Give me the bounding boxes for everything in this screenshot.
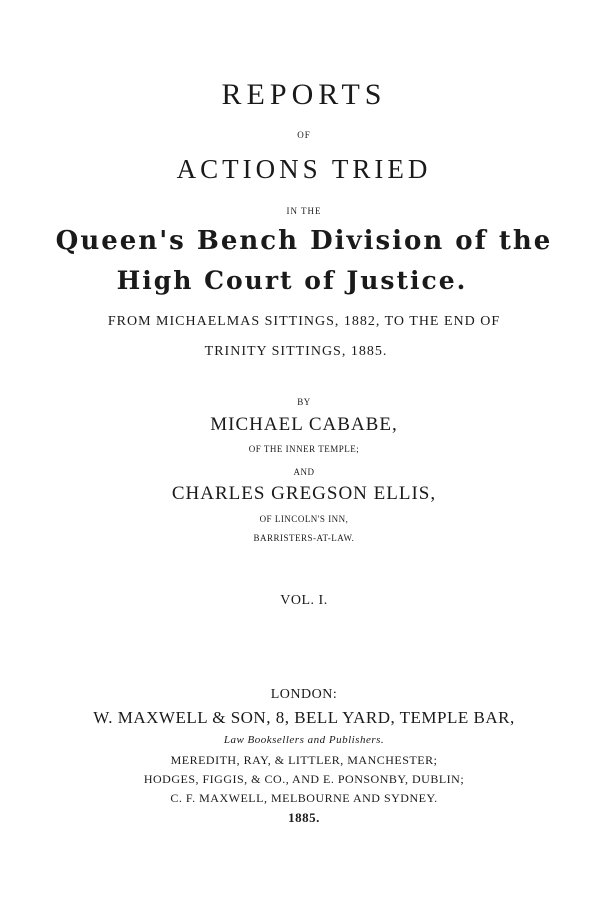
by-label: BY	[297, 397, 311, 407]
imprint-agent-2: HODGES, FIGGIS, & CO., AND E. PONSONBY, DUBLIN;	[143, 772, 465, 786]
imprint-city: LONDON:	[270, 687, 338, 702]
imprint-year: 1885.	[288, 810, 320, 825]
author2-affiliation: OF LINCOLN'S INN,	[259, 514, 349, 524]
of-label: OF	[297, 130, 311, 140]
imprint-publisher: W. MAXWELL & SON, 8, BELL YARD, TEMPLE BAR,	[93, 708, 515, 727]
actions-tried-heading: ACTIONS TRIED	[176, 154, 432, 184]
division-line-2: High Court of Justice.	[116, 266, 468, 295]
author2-name: CHARLES GREGSON ELLIS,	[171, 483, 437, 504]
author1-name: MICHAEL CABABE,	[210, 414, 398, 435]
division-line-1: Queen's Bench Division of the	[55, 226, 553, 256]
reports-heading: REPORTS	[221, 78, 387, 111]
profession-label: BARRISTERS-AT-LAW.	[253, 533, 355, 543]
imprint-publisher-role: Law Booksellers and Publishers.	[223, 734, 385, 746]
from-sittings-line: FROM MICHAELMAS SITTINGS, 1882, TO THE END OF	[107, 314, 501, 329]
to-sittings-line: TRINITY SITTINGS, 1885.	[204, 344, 388, 359]
volume-label: VOL. I.	[280, 593, 328, 608]
imprint-agent-1: MEREDITH, RAY, & LITTLER, MANCHESTER;	[170, 753, 438, 767]
imprint-agent-3: C. F. MAXWELL, MELBOURNE AND SYDNEY.	[170, 791, 438, 805]
author1-affiliation: OF THE INNER TEMPLE;	[248, 444, 360, 454]
and-label: AND	[293, 467, 315, 477]
in-the-label: IN THE	[286, 206, 322, 216]
